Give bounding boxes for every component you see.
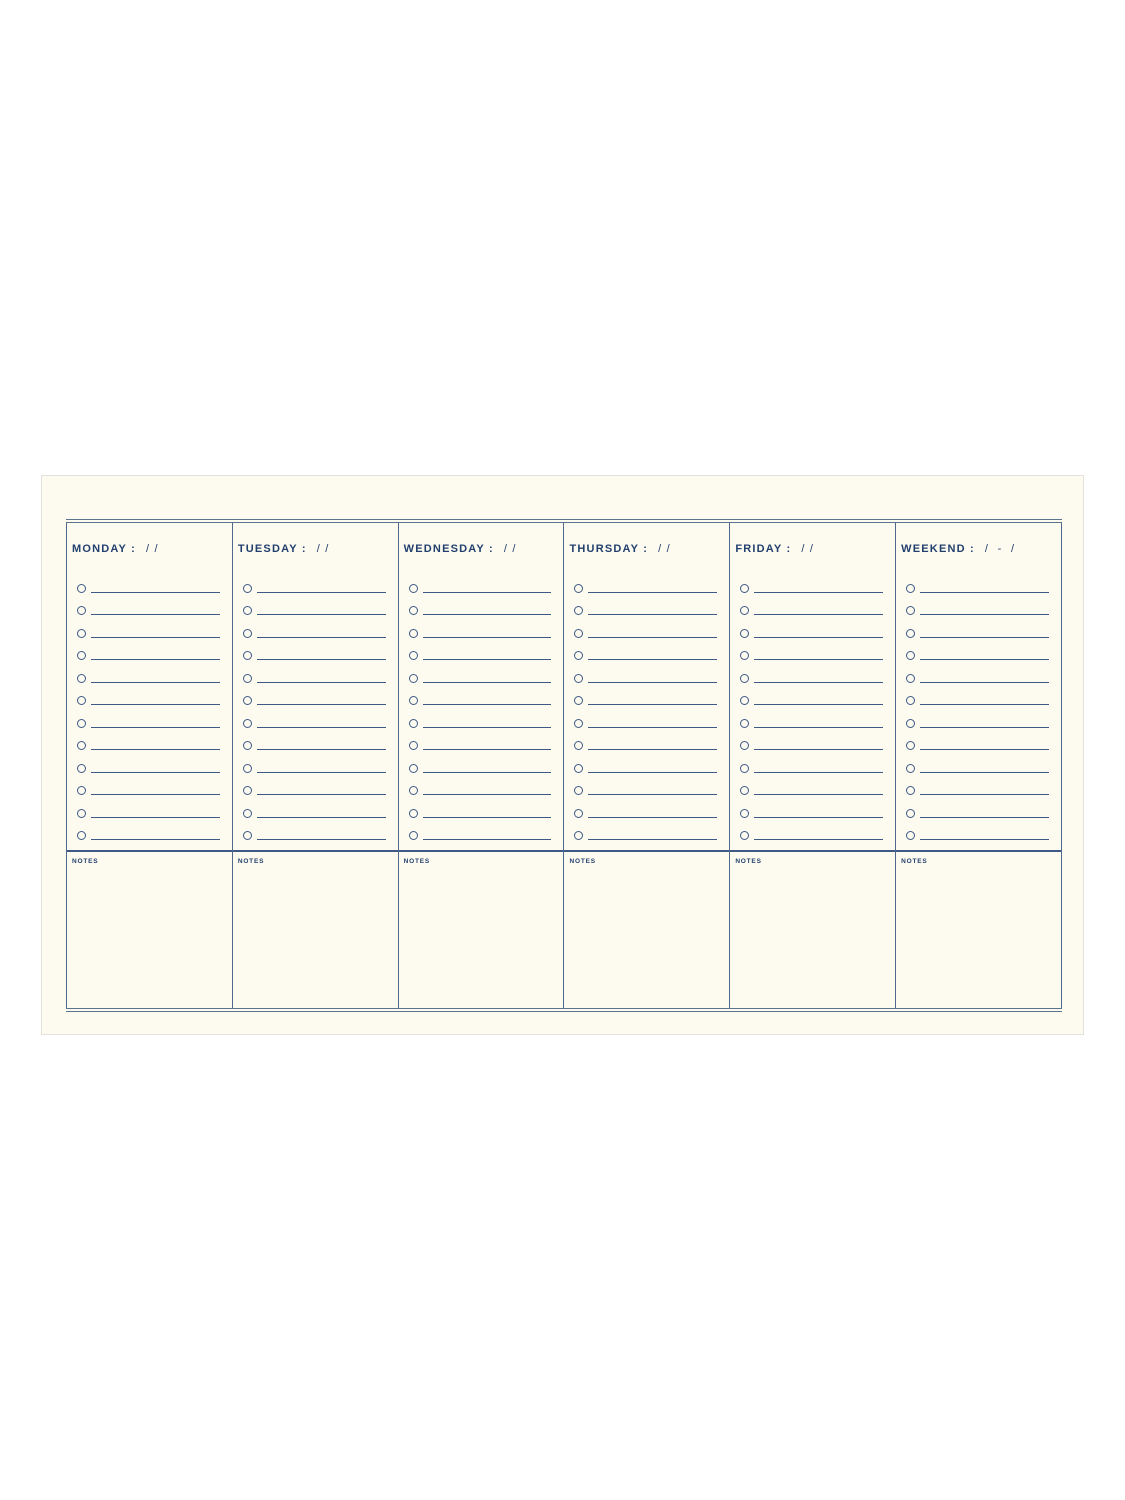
task-section (233, 523, 398, 852)
checkbox-circle-icon[interactable] (574, 606, 583, 615)
task-line[interactable] (920, 771, 1049, 773)
date-field[interactable]: / - / (984, 543, 1016, 555)
checkbox-circle-icon[interactable] (77, 674, 86, 683)
checkbox-circle-icon[interactable] (906, 674, 915, 683)
date-field[interactable]: / / (503, 543, 517, 555)
task-line[interactable] (257, 793, 386, 795)
date-field[interactable]: / / (658, 543, 671, 555)
checkbox-circle-icon[interactable] (409, 809, 418, 818)
task-line[interactable] (754, 748, 883, 750)
checkbox-circle-icon[interactable] (409, 831, 418, 840)
day-header (404, 543, 554, 561)
task-row (569, 819, 719, 842)
task-row (735, 796, 885, 819)
checkbox-circle-icon[interactable] (740, 674, 749, 683)
task-row (404, 706, 554, 729)
day-label: FRIDAY : (735, 543, 792, 555)
task-row (901, 571, 1051, 594)
checkbox-circle-icon[interactable] (574, 696, 583, 705)
notes-section[interactable] (399, 852, 564, 1008)
checkbox-circle-icon[interactable] (740, 741, 749, 750)
task-line[interactable] (754, 591, 883, 593)
checkbox-circle-icon[interactable] (906, 786, 915, 795)
task-line[interactable] (920, 748, 1049, 750)
day-header (735, 543, 885, 561)
task-line[interactable] (257, 726, 386, 728)
notes-section[interactable] (730, 852, 895, 1008)
day-column-monday (67, 523, 233, 1008)
checkbox-circle-icon[interactable] (906, 719, 915, 728)
task-row (404, 819, 554, 842)
checkbox-circle-icon[interactable] (409, 606, 418, 615)
notes-label: NOTES (569, 858, 596, 865)
task-row (238, 706, 388, 729)
checkbox-circle-icon[interactable] (409, 764, 418, 773)
checkbox-circle-icon[interactable] (906, 606, 915, 615)
task-row (735, 729, 885, 752)
task-line[interactable] (920, 793, 1049, 795)
checkbox-circle-icon[interactable] (243, 584, 252, 593)
task-row (735, 684, 885, 707)
task-row (404, 684, 554, 707)
task-line[interactable] (588, 771, 717, 773)
checkbox-circle-icon[interactable] (740, 606, 749, 615)
checkbox-circle-icon[interactable] (243, 809, 252, 818)
task-line[interactable] (754, 658, 883, 660)
task-row (901, 661, 1051, 684)
task-row (901, 796, 1051, 819)
checkbox-circle-icon[interactable] (243, 764, 252, 773)
checkbox-circle-icon[interactable] (740, 719, 749, 728)
task-row (404, 616, 554, 639)
task-row (72, 819, 222, 842)
day-header (238, 543, 388, 561)
notes-label: NOTES (403, 858, 431, 865)
task-row (901, 729, 1051, 752)
task-row (735, 774, 885, 797)
checkbox-circle-icon[interactable] (906, 741, 915, 750)
task-line[interactable] (920, 681, 1049, 683)
checkbox-circle-icon[interactable] (409, 741, 418, 750)
task-line[interactable] (257, 771, 386, 773)
task-line[interactable] (257, 681, 386, 683)
day-label: THURSDAY : (569, 543, 649, 555)
task-line[interactable] (754, 613, 883, 615)
task-line[interactable] (91, 636, 220, 638)
checkbox-circle-icon[interactable] (740, 786, 749, 795)
task-row (72, 796, 222, 819)
task-line[interactable] (423, 771, 552, 773)
task-line[interactable] (588, 591, 717, 593)
task-row (72, 594, 222, 617)
checkbox-circle-icon[interactable] (740, 584, 749, 593)
task-row (404, 774, 554, 797)
checkbox-circle-icon[interactable] (906, 584, 915, 593)
task-line[interactable] (920, 838, 1049, 840)
task-line[interactable] (91, 703, 220, 705)
task-row (735, 706, 885, 729)
checkbox-circle-icon[interactable] (77, 584, 86, 593)
task-row (569, 751, 719, 774)
task-line[interactable] (91, 838, 220, 840)
task-row (735, 571, 885, 594)
task-row (238, 729, 388, 752)
task-row (569, 796, 719, 819)
task-line[interactable] (91, 816, 220, 818)
checkbox-circle-icon[interactable] (77, 629, 86, 638)
notes-section[interactable] (564, 852, 729, 1008)
task-section (896, 523, 1061, 852)
task-line[interactable] (423, 703, 552, 705)
task-row (238, 796, 388, 819)
checkbox-circle-icon[interactable] (906, 831, 915, 840)
task-line[interactable] (257, 748, 386, 750)
task-row (72, 661, 222, 684)
checkbox-circle-icon[interactable] (906, 696, 915, 705)
checkbox-circle-icon[interactable] (77, 651, 86, 660)
task-row (735, 616, 885, 639)
task-line[interactable] (91, 793, 220, 795)
task-row (72, 639, 222, 662)
checkbox-circle-icon[interactable] (740, 651, 749, 660)
task-line[interactable] (423, 658, 552, 660)
task-list (404, 571, 554, 841)
task-row (238, 639, 388, 662)
task-line[interactable] (257, 703, 386, 705)
checkbox-circle-icon[interactable] (740, 696, 749, 705)
task-line[interactable] (754, 793, 883, 795)
checkbox-circle-icon[interactable] (77, 764, 86, 773)
task-line[interactable] (588, 703, 717, 705)
task-line[interactable] (257, 838, 386, 840)
task-line[interactable] (754, 816, 883, 818)
checkbox-circle-icon[interactable] (243, 674, 252, 683)
task-row (569, 729, 719, 752)
task-section (730, 523, 895, 852)
task-line[interactable] (920, 726, 1049, 728)
task-line[interactable] (920, 613, 1049, 615)
task-section (564, 523, 729, 852)
checkbox-circle-icon[interactable] (574, 584, 583, 593)
date-field[interactable]: / / (146, 543, 159, 555)
task-row (72, 706, 222, 729)
task-line[interactable] (754, 771, 883, 773)
task-row (735, 639, 885, 662)
task-row (404, 796, 554, 819)
weekly-planner-pad (41, 475, 1084, 1035)
task-line[interactable] (423, 816, 552, 818)
day-label: MONDAY : (72, 543, 136, 555)
checkbox-circle-icon[interactable] (77, 696, 86, 705)
checkbox-circle-icon[interactable] (906, 764, 915, 773)
task-line[interactable] (91, 726, 220, 728)
task-row (735, 819, 885, 842)
checkbox-circle-icon[interactable] (574, 786, 583, 795)
task-row (569, 571, 719, 594)
task-row (901, 819, 1051, 842)
checkbox-circle-icon[interactable] (409, 584, 418, 593)
task-row (735, 751, 885, 774)
task-row (404, 751, 554, 774)
task-list (72, 571, 222, 841)
task-line[interactable] (588, 681, 717, 683)
task-line[interactable] (588, 838, 717, 840)
task-line[interactable] (423, 726, 552, 728)
task-line[interactable] (920, 636, 1049, 638)
task-line[interactable] (257, 658, 386, 660)
task-line[interactable] (91, 771, 220, 773)
checkbox-circle-icon[interactable] (77, 606, 86, 615)
day-label: WEEKEND : (901, 543, 975, 555)
task-line[interactable] (588, 636, 717, 638)
task-line[interactable] (423, 613, 552, 615)
task-line[interactable] (257, 613, 386, 615)
task-line[interactable] (257, 816, 386, 818)
task-row (569, 661, 719, 684)
day-column-friday (730, 523, 896, 1008)
task-line[interactable] (423, 793, 552, 795)
task-line[interactable] (920, 703, 1049, 705)
checkbox-circle-icon[interactable] (906, 809, 915, 818)
task-line[interactable] (91, 681, 220, 683)
task-row (238, 661, 388, 684)
checkbox-circle-icon[interactable] (243, 786, 252, 795)
checkbox-circle-icon[interactable] (243, 651, 252, 660)
task-row (72, 571, 222, 594)
checkbox-circle-icon[interactable] (243, 741, 252, 750)
checkbox-circle-icon[interactable] (409, 674, 418, 683)
notes-section[interactable] (67, 852, 232, 1008)
day-column-weekend (896, 523, 1061, 1008)
checkbox-circle-icon[interactable] (409, 696, 418, 705)
task-line[interactable] (754, 681, 883, 683)
task-line[interactable] (423, 748, 552, 750)
checkbox-circle-icon[interactable] (243, 629, 252, 638)
checkbox-circle-icon[interactable] (409, 651, 418, 660)
task-row (901, 751, 1051, 774)
task-line[interactable] (588, 726, 717, 728)
task-row (735, 594, 885, 617)
task-row (238, 684, 388, 707)
checkbox-circle-icon[interactable] (409, 786, 418, 795)
task-line[interactable] (91, 748, 220, 750)
task-row (404, 571, 554, 594)
task-line[interactable] (588, 658, 717, 660)
task-row (901, 706, 1051, 729)
task-row (238, 594, 388, 617)
task-row (238, 616, 388, 639)
checkbox-circle-icon[interactable] (574, 629, 583, 638)
date-field[interactable]: / / (801, 543, 815, 555)
task-row (569, 774, 719, 797)
notes-label: NOTES (735, 858, 762, 865)
checkbox-circle-icon[interactable] (906, 629, 915, 638)
checkbox-circle-icon[interactable] (243, 831, 252, 840)
day-column-tuesday (233, 523, 399, 1008)
task-list (569, 571, 719, 841)
task-row (72, 729, 222, 752)
task-row (72, 616, 222, 639)
task-row (238, 819, 388, 842)
day-header (72, 543, 222, 561)
task-row (569, 684, 719, 707)
task-line[interactable] (423, 838, 552, 840)
task-row (569, 616, 719, 639)
task-row (901, 774, 1051, 797)
checkbox-circle-icon[interactable] (77, 741, 86, 750)
task-row (569, 706, 719, 729)
planner-grid (66, 519, 1062, 1012)
day-header (901, 543, 1051, 561)
checkbox-circle-icon[interactable] (740, 629, 749, 638)
checkbox-circle-icon[interactable] (243, 719, 252, 728)
task-line[interactable] (423, 681, 552, 683)
task-line[interactable] (754, 636, 883, 638)
day-label: WEDNESDAY : (403, 543, 494, 555)
day-header (569, 543, 719, 561)
date-field[interactable]: / / (316, 543, 330, 555)
task-line[interactable] (588, 816, 717, 818)
day-columns (66, 523, 1062, 1008)
task-row (72, 684, 222, 707)
task-row (238, 774, 388, 797)
task-line[interactable] (754, 726, 883, 728)
task-row (901, 684, 1051, 707)
task-list (901, 571, 1051, 841)
notes-label: NOTES (237, 858, 265, 865)
checkbox-circle-icon[interactable] (77, 809, 86, 818)
task-line[interactable] (91, 613, 220, 615)
task-row (901, 639, 1051, 662)
task-row (404, 661, 554, 684)
task-line[interactable] (257, 591, 386, 593)
notes-section[interactable] (896, 852, 1061, 1008)
task-row (238, 751, 388, 774)
checkbox-circle-icon[interactable] (77, 786, 86, 795)
task-row (569, 639, 719, 662)
day-column-thursday (564, 523, 730, 1008)
checkbox-circle-icon[interactable] (740, 764, 749, 773)
task-section (399, 523, 564, 852)
task-list (238, 571, 388, 841)
checkbox-circle-icon[interactable] (574, 831, 583, 840)
task-row (72, 751, 222, 774)
checkbox-circle-icon[interactable] (409, 719, 418, 728)
checkbox-circle-icon[interactable] (243, 696, 252, 705)
task-row (238, 571, 388, 594)
checkbox-circle-icon[interactable] (574, 719, 583, 728)
task-row (569, 594, 719, 617)
checkbox-circle-icon[interactable] (77, 719, 86, 728)
checkbox-circle-icon[interactable] (574, 764, 583, 773)
checkbox-circle-icon[interactable] (574, 674, 583, 683)
day-column-wednesday (399, 523, 565, 1008)
task-list (735, 571, 885, 841)
task-line[interactable] (754, 838, 883, 840)
task-line[interactable] (588, 793, 717, 795)
checkbox-circle-icon[interactable] (77, 831, 86, 840)
task-row (404, 594, 554, 617)
checkbox-circle-icon[interactable] (574, 651, 583, 660)
notes-label: NOTES (72, 858, 99, 865)
task-row (735, 661, 885, 684)
task-line[interactable] (588, 613, 717, 615)
task-row (404, 639, 554, 662)
task-line[interactable] (920, 658, 1049, 660)
task-line[interactable] (91, 658, 220, 660)
day-label: TUESDAY : (237, 543, 307, 555)
checkbox-circle-icon[interactable] (740, 831, 749, 840)
task-line[interactable] (588, 748, 717, 750)
task-line[interactable] (91, 591, 220, 593)
task-line[interactable] (423, 591, 552, 593)
task-line[interactable] (257, 636, 386, 638)
task-line[interactable] (920, 591, 1049, 593)
task-row (72, 774, 222, 797)
task-line[interactable] (754, 703, 883, 705)
checkbox-circle-icon[interactable] (574, 809, 583, 818)
task-line[interactable] (423, 636, 552, 638)
checkbox-circle-icon[interactable] (740, 809, 749, 818)
task-line[interactable] (920, 816, 1049, 818)
task-section (67, 523, 232, 852)
notes-section[interactable] (233, 852, 398, 1008)
task-row (404, 729, 554, 752)
task-row (901, 594, 1051, 617)
checkbox-circle-icon[interactable] (906, 651, 915, 660)
checkbox-circle-icon[interactable] (574, 741, 583, 750)
notes-label: NOTES (901, 858, 928, 865)
task-row (901, 616, 1051, 639)
checkbox-circle-icon[interactable] (243, 606, 252, 615)
checkbox-circle-icon[interactable] (409, 629, 418, 638)
